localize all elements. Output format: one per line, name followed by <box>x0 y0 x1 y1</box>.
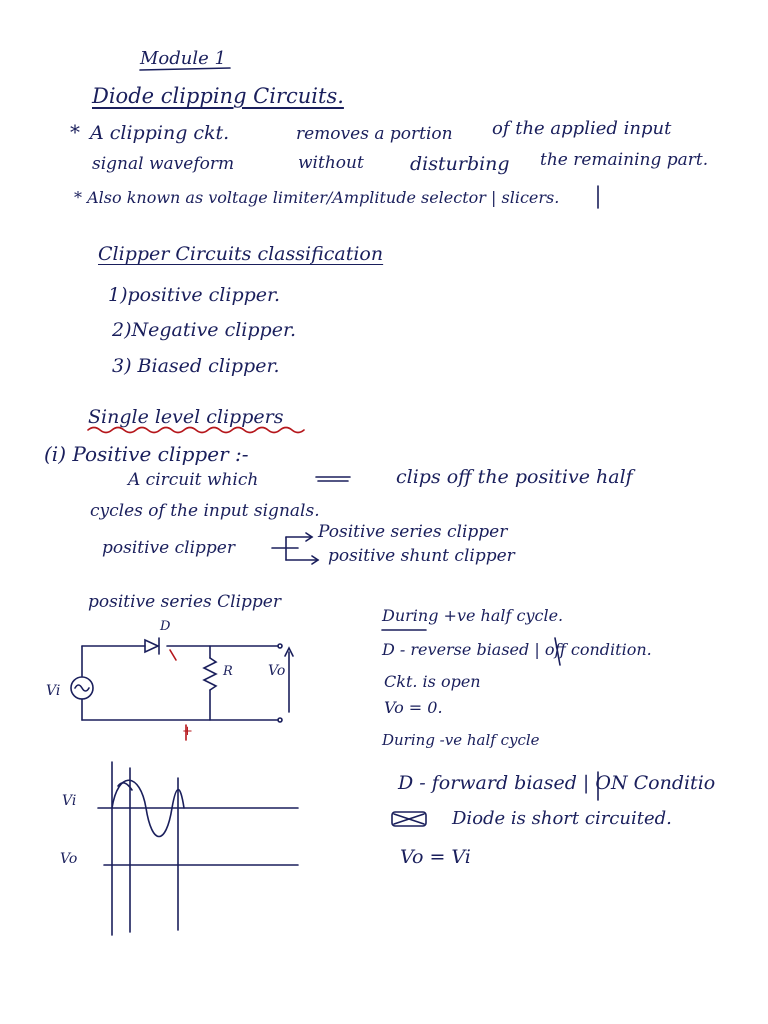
intro-text: without <box>298 153 364 173</box>
note-heading: During -ve half cycle <box>382 731 540 749</box>
list-item: 2)Negative clipper. <box>112 319 296 341</box>
series-clipper-circuit <box>71 638 293 740</box>
label-resistor: R <box>223 664 233 679</box>
intro-text: * Also known as voltage limiter/Amplitude selector | slicers. <box>74 188 560 207</box>
tree-root: positive clipper <box>102 538 235 558</box>
list-item: 3) Biased clipper. <box>112 355 280 377</box>
note-heading: During +ve half cycle. <box>382 606 564 625</box>
page-title: Diode clipping Circuits. <box>92 84 344 108</box>
bullet-star: * <box>70 120 80 144</box>
label-vi: Vi <box>46 683 61 699</box>
tree-branch: Positive series clipper <box>318 522 508 542</box>
figure-heading: positive series Clipper <box>88 592 281 612</box>
label-diode: D <box>160 619 171 634</box>
section-heading: Clipper Circuits classification <box>98 243 384 265</box>
definition-text: A circuit which <box>128 470 259 490</box>
intro-text: disturbing <box>410 153 510 175</box>
label-vo: Vo <box>268 663 286 679</box>
intro-text: signal waveform <box>92 154 235 174</box>
waveform-label-vo: Vo <box>60 851 78 867</box>
note-line: Vo = Vi <box>400 846 471 868</box>
squiggle-underline <box>88 428 304 433</box>
tree-arrows <box>272 533 318 564</box>
intro-text: of the applied input <box>492 118 672 139</box>
waveform-sketch <box>98 762 298 935</box>
list-item: 1)positive clipper. <box>108 284 281 306</box>
section-heading: Single level clippers <box>88 406 284 428</box>
tree-branch: positive shunt clipper <box>328 546 515 566</box>
intro-text: the remaining part. <box>540 150 709 170</box>
intro-text: A clipping ckt. <box>90 122 230 144</box>
note-line: Ckt. is open <box>384 672 481 691</box>
note-line: D - reverse biased | off condition. <box>382 640 652 659</box>
intro-text: removes a portion <box>296 124 453 144</box>
label-plus: + <box>182 724 193 739</box>
module-title: Module 1 <box>140 48 226 69</box>
waveform-label-vi: Vi <box>62 793 77 809</box>
subheading: (i) Positive clipper :- <box>44 442 249 466</box>
module-underline <box>140 68 230 70</box>
divider-stroke <box>555 638 560 665</box>
definition-text: cycles of the input signals. <box>90 501 320 521</box>
definition-text: clips off the positive half <box>396 466 633 488</box>
note-line: D - forward biased | ON Conditio <box>398 772 716 794</box>
note-line: Diode is short circuited. <box>452 808 672 829</box>
note-line: Vo = 0. <box>384 698 443 717</box>
